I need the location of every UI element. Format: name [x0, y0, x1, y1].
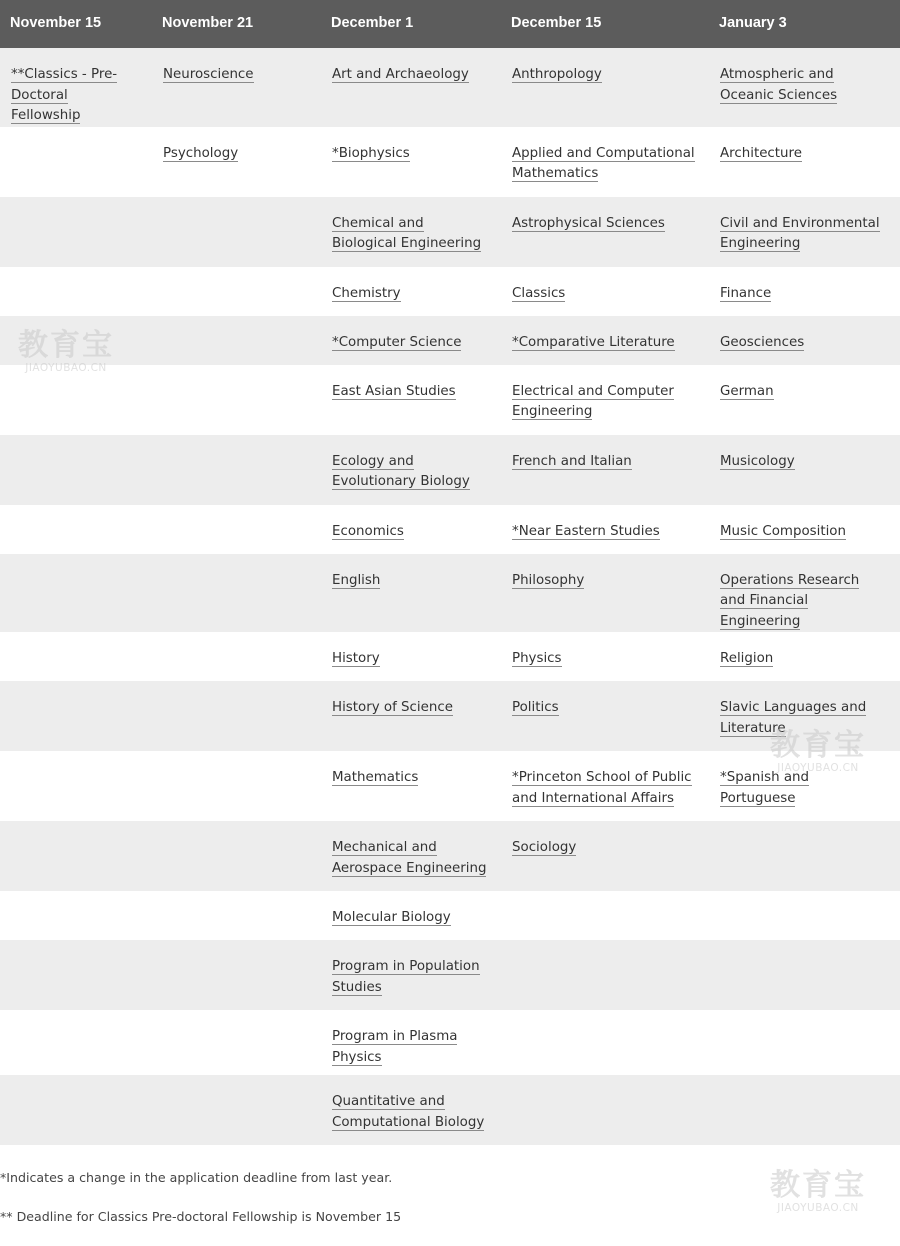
table-cell: [709, 940, 900, 1010]
table-row: [0, 197, 900, 267]
table-row: [0, 681, 900, 751]
program-link[interactable]: Chemistry: [332, 285, 401, 301]
watermark-text: 教育宝: [18, 328, 114, 363]
table-row: [0, 632, 900, 681]
table-cell: [152, 505, 321, 554]
table-cell: [501, 751, 709, 821]
table-row: [0, 821, 900, 891]
footnote-change: *Indicates a change in the application deadline from last year.: [0, 1170, 393, 1185]
table-cell: [709, 267, 900, 316]
table-cell: [709, 127, 900, 197]
table-row: [0, 751, 900, 821]
table-cell: [0, 365, 152, 435]
table-cell: [152, 821, 321, 891]
table-row: [0, 1010, 900, 1075]
table-cell: [321, 891, 501, 940]
table-cell: [152, 48, 321, 127]
program-link[interactable]: Finance: [720, 285, 772, 301]
program-link[interactable]: Mechanical and Aerospace Engineering: [332, 840, 487, 876]
program-link[interactable]: Politics: [512, 700, 559, 715]
table-cell: [0, 505, 152, 554]
program-link[interactable]: Sociology: [512, 840, 577, 855]
table-cell: [0, 435, 152, 505]
program-link[interactable]: History of Science: [332, 700, 453, 715]
table-cell: [152, 681, 321, 751]
table-cell: [0, 751, 152, 821]
table-cell: [501, 632, 709, 681]
table-cell: [709, 316, 900, 365]
program-link[interactable]: Physics: [512, 651, 562, 666]
table-cell: [709, 435, 900, 505]
table-cell: [501, 365, 709, 435]
table-cell: [321, 821, 501, 891]
column-header: December 15: [501, 0, 709, 48]
table-cell: [709, 505, 900, 554]
program-link[interactable]: Art and Archaeology: [332, 67, 469, 82]
program-link[interactable]: Atmospheric and Oceanic Sciences: [720, 67, 838, 103]
table-row: [0, 435, 900, 505]
table-cell: [709, 681, 900, 751]
program-link[interactable]: Program in Population Studies: [332, 959, 480, 995]
program-link[interactable]: Program in Plasma Physics: [332, 1029, 458, 1065]
table-row: [0, 127, 900, 197]
column-header: November 21: [152, 0, 321, 48]
table-row: [0, 48, 900, 127]
program-link[interactable]: Electrical and Computer Engineering: [512, 383, 674, 419]
program-link[interactable]: Musicology: [720, 453, 795, 469]
table-cell: [321, 940, 501, 1010]
program-link[interactable]: Applied and Computational Mathematics: [512, 145, 695, 181]
table-cell: [501, 127, 709, 197]
program-link[interactable]: *Biophysics: [332, 145, 410, 161]
table-cell: [709, 365, 900, 435]
table-cell: [501, 554, 709, 633]
column-header: December 1: [321, 0, 501, 48]
program-link[interactable]: German: [720, 383, 774, 399]
header-row: [0, 0, 900, 48]
table-cell: [0, 940, 152, 1010]
program-link[interactable]: Psychology: [163, 145, 239, 161]
table-cell: [152, 1010, 321, 1075]
table-cell: [152, 632, 321, 681]
table-cell: [0, 1075, 152, 1145]
table-cell: [152, 435, 321, 505]
table-cell: [0, 632, 152, 681]
column-header: November 15: [0, 0, 152, 48]
program-link[interactable]: East Asian Studies: [332, 383, 456, 399]
table-cell: [321, 751, 501, 821]
table-cell: [501, 435, 709, 505]
table-cell: [152, 891, 321, 940]
program-link[interactable]: *Princeton School of Public and International Affairs: [512, 770, 692, 806]
table-cell: [709, 1075, 900, 1145]
program-link[interactable]: Economics: [332, 523, 404, 539]
program-link[interactable]: Mathematics: [332, 770, 419, 785]
table-cell: [0, 1010, 152, 1075]
table-cell: [0, 48, 152, 127]
table-cell: [321, 505, 501, 554]
table-cell: [501, 891, 709, 940]
table-cell: [321, 681, 501, 751]
program-link[interactable]: Quantitative and Computational Biology: [332, 1094, 485, 1130]
table-cell: [501, 821, 709, 891]
table-cell: [321, 632, 501, 681]
table-cell: [152, 365, 321, 435]
program-link[interactable]: **Classics - Pre-Doctoral Fellowship: [11, 67, 118, 123]
table-cell: [321, 435, 501, 505]
table-row: [0, 891, 900, 940]
watermark-url: JIAOYUBAO.CN: [777, 762, 859, 774]
watermark-url: JIAOYUBAO.CN: [25, 362, 107, 374]
program-link[interactable]: Classics: [512, 285, 566, 301]
program-link[interactable]: *Spanish and Portuguese: [720, 770, 810, 806]
program-link[interactable]: English: [332, 572, 381, 588]
footnote-classics: ** Deadline for Classics Pre-doctoral Fellowship is November 15: [0, 1209, 402, 1224]
program-link[interactable]: Ecology and Evolutionary Biology: [332, 453, 470, 489]
table-cell: [321, 365, 501, 435]
table-row: [0, 316, 900, 365]
table-cell: [501, 1010, 709, 1075]
table-cell: [152, 1075, 321, 1145]
program-link[interactable]: *Computer Science: [332, 334, 462, 350]
table-cell: [321, 1075, 501, 1145]
table-row: [0, 940, 900, 1010]
table-cell: [152, 267, 321, 316]
table-cell: [501, 197, 709, 267]
watermark-text: 教育宝: [770, 1168, 866, 1203]
table-cell: [709, 632, 900, 681]
table-cell: [321, 1010, 501, 1075]
program-link[interactable]: History: [332, 651, 380, 666]
table-cell: [152, 554, 321, 633]
table-cell: [152, 127, 321, 197]
table-cell: [709, 891, 900, 940]
program-link[interactable]: Civil and Environmental Engineering: [720, 215, 880, 251]
program-link[interactable]: Molecular Biology: [332, 910, 451, 925]
table-cell: [321, 48, 501, 127]
table-cell: [0, 267, 152, 316]
table-cell: [321, 267, 501, 316]
program-link[interactable]: Neuroscience: [163, 67, 254, 82]
footnotes: [0, 1168, 900, 1246]
column-header: January 3: [709, 0, 900, 48]
table-cell: [152, 751, 321, 821]
table-cell: [501, 48, 709, 127]
table-cell: [501, 267, 709, 316]
program-link[interactable]: Music Composition: [720, 523, 846, 539]
program-link[interactable]: Anthropology: [512, 67, 602, 82]
table-cell: [501, 940, 709, 1010]
table-cell: [0, 127, 152, 197]
table-cell: [0, 681, 152, 751]
table-cell: [709, 751, 900, 821]
table-row: [0, 267, 900, 316]
program-link[interactable]: French and Italian: [512, 453, 632, 469]
table-row: [0, 365, 900, 435]
table-cell: [0, 197, 152, 267]
table-cell: [709, 48, 900, 127]
table-cell: [501, 505, 709, 554]
program-link[interactable]: Philosophy: [512, 572, 585, 588]
table-cell: [709, 554, 900, 633]
table-cell: [709, 1010, 900, 1075]
table-cell: [501, 681, 709, 751]
table-cell: [0, 554, 152, 633]
table-row: [0, 1075, 900, 1145]
table-cell: [501, 1075, 709, 1145]
watermark-url: JIAOYUBAO.CN: [777, 1202, 859, 1214]
table-cell: [321, 554, 501, 633]
table-cell: [152, 940, 321, 1010]
table-cell: [321, 316, 501, 365]
table-cell: [0, 316, 152, 365]
program-link[interactable]: Slavic Languages and Literature: [720, 700, 867, 736]
table-cell: [709, 197, 900, 267]
table-cell: [152, 197, 321, 267]
program-link[interactable]: Chemical and Biological Engineering: [332, 215, 482, 251]
table-cell: [152, 316, 321, 365]
table-cell: [0, 821, 152, 891]
table-cell: [321, 197, 501, 267]
table-cell: [501, 316, 709, 365]
table-cell: [0, 891, 152, 940]
program-link[interactable]: *Near Eastern Studies: [512, 523, 660, 539]
program-link[interactable]: Architecture: [720, 145, 802, 161]
program-link[interactable]: Religion: [720, 651, 774, 666]
program-link[interactable]: Operations Research and Financial Engineering: [720, 572, 860, 629]
program-link[interactable]: *Comparative Literature: [512, 334, 675, 350]
program-link[interactable]: Astrophysical Sciences: [512, 215, 665, 231]
program-link[interactable]: Geosciences: [720, 334, 805, 350]
table-cell: [321, 127, 501, 197]
table-cell: [709, 821, 900, 891]
table-row: [0, 554, 900, 633]
watermark-text: 教育宝: [770, 728, 866, 763]
table-row: [0, 505, 900, 554]
